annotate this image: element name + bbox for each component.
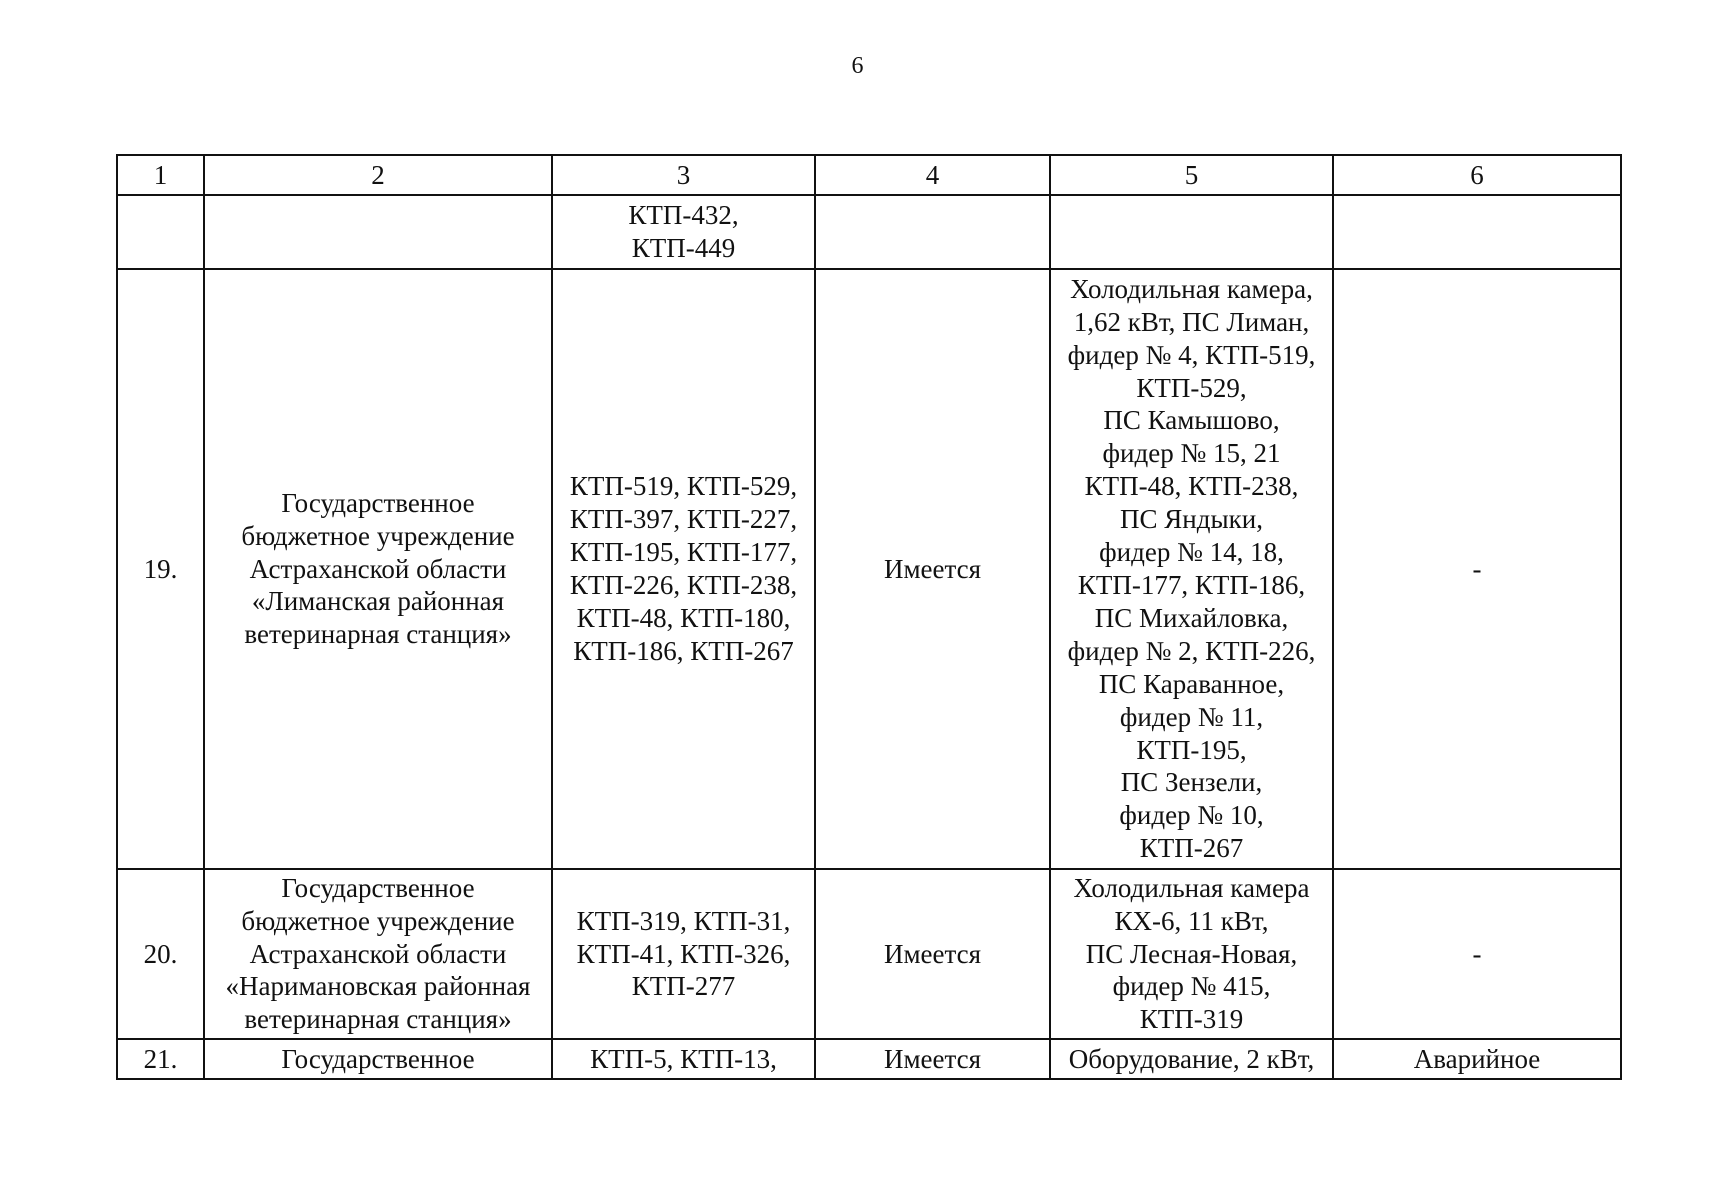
- cell-line: бюджетное учреждение: [241, 520, 515, 551]
- cell-line: Холодильная камера: [1073, 872, 1310, 903]
- cell-line: «Наримановская районная: [225, 971, 531, 1002]
- column-header-1: 1: [117, 155, 204, 195]
- cell-line: ПС Зензели,: [1120, 767, 1263, 798]
- cell-line: ПС Камышово,: [1103, 405, 1280, 436]
- table-header-row: [117, 155, 1621, 195]
- table-row: [117, 195, 1621, 269]
- ktp-cell: [552, 1039, 815, 1079]
- cell-line: КХ-6, 11 кВт,: [1114, 905, 1269, 936]
- cell-line: КТП-397, КТП-227,: [569, 504, 798, 535]
- column-header-6: 6: [1333, 155, 1621, 195]
- column-header-4: 4: [815, 155, 1050, 195]
- cell-line: КТП-48, КТП-238,: [1084, 471, 1299, 502]
- cell-line: КТП-519, КТП-529,: [569, 471, 798, 502]
- table-row: [117, 869, 1621, 1039]
- table-row: [117, 1039, 1621, 1079]
- note-cell: -: [1333, 869, 1621, 1039]
- cell-line: КТП-267: [1139, 833, 1244, 864]
- equipment-cell: [1050, 1039, 1333, 1079]
- cell-line: КТП-5, КТП-13,: [590, 1044, 777, 1074]
- equipment-cell: [1050, 269, 1333, 869]
- cell-line: Оборудование, 2 кВт,: [1068, 1044, 1315, 1074]
- cell-line: КТП-449: [631, 233, 736, 263]
- cell-line: КТП-432,: [628, 200, 739, 231]
- column-header-2: 2: [204, 155, 552, 195]
- status-cell: [815, 195, 1050, 269]
- organization-cell: [204, 869, 552, 1039]
- cell-line: ветеринарная станция»: [244, 1004, 512, 1035]
- row-number-cell: 20.: [117, 869, 204, 1039]
- cell-line: ветеринарная станция»: [244, 619, 512, 650]
- note-cell: -: [1333, 269, 1621, 869]
- cell-line: фидер № 10,: [1119, 800, 1264, 831]
- cell-line: фидер № 415,: [1112, 971, 1271, 1002]
- cell-line: КТП-41, КТП-326,: [576, 938, 791, 969]
- cell-line: ПС Лесная-Новая,: [1085, 938, 1298, 969]
- ktp-cell: [552, 869, 815, 1039]
- page-number: 6: [851, 53, 864, 79]
- status-cell: Имеется: [815, 1039, 1050, 1079]
- cell-line: фидер № 15, 21: [1102, 438, 1281, 469]
- equipment-cell: [1050, 195, 1333, 269]
- row-number-cell: 19.: [117, 269, 204, 869]
- organization-cell: [204, 195, 552, 269]
- cell-line: КТП-319, КТП-31,: [576, 905, 791, 936]
- cell-line: КТП-177, КТП-186,: [1077, 570, 1306, 600]
- row-number-cell: 21.: [117, 1039, 204, 1079]
- cell-line: фидер № 11,: [1119, 701, 1264, 732]
- organization-cell: [204, 1039, 552, 1079]
- cell-line: КТП-186, КТП-267: [573, 635, 794, 666]
- status-cell: Имеется: [815, 269, 1050, 869]
- cell-line: Холодильная камера,: [1070, 273, 1313, 304]
- cell-line: КТП-319: [1139, 1004, 1244, 1035]
- cell-line: Государственное: [281, 872, 475, 903]
- table-row: [117, 269, 1621, 869]
- cell-line: КТП-195,: [1136, 734, 1247, 765]
- document-table: [116, 154, 1622, 1080]
- note-cell: Аварийное: [1333, 1039, 1621, 1079]
- cell-line: фидер № 14, 18,: [1099, 537, 1284, 568]
- column-header-5: 5: [1050, 155, 1333, 195]
- cell-line: ПС Михайловка,: [1094, 602, 1289, 633]
- note-cell: [1333, 195, 1621, 269]
- cell-line: бюджетное учреждение: [241, 905, 515, 936]
- equipment-cell: [1050, 869, 1333, 1039]
- cell-line: фидер № 4, КТП-519,: [1067, 339, 1316, 370]
- cell-line: КТП-277: [631, 971, 736, 1002]
- cell-line: КТП-226, КТП-238,: [569, 570, 798, 600]
- cell-line: 1,62 кВт, ПС Лиман,: [1073, 306, 1310, 337]
- cell-line: Астраханской области: [249, 938, 507, 969]
- cell-line: Государственное: [281, 1044, 475, 1074]
- ktp-cell: [552, 195, 815, 269]
- organization-cell: [204, 269, 552, 869]
- row-number-cell: [117, 195, 204, 269]
- cell-line: КТП-48, КТП-180,: [576, 602, 791, 633]
- ktp-cell: [552, 269, 815, 869]
- cell-line: фидер № 2, КТП-226,: [1067, 635, 1316, 666]
- cell-line: ПС Караванное,: [1098, 668, 1285, 699]
- cell-line: ПС Яндыки,: [1120, 504, 1263, 535]
- cell-line: «Лиманская районная: [251, 586, 505, 617]
- cell-line: Астраханской области: [249, 553, 507, 584]
- cell-line: КТП-195, КТП-177,: [569, 537, 798, 568]
- column-header-3: 3: [552, 155, 815, 195]
- cell-line: Государственное: [281, 487, 475, 518]
- cell-line: КТП-529,: [1136, 372, 1247, 403]
- status-cell: Имеется: [815, 869, 1050, 1039]
